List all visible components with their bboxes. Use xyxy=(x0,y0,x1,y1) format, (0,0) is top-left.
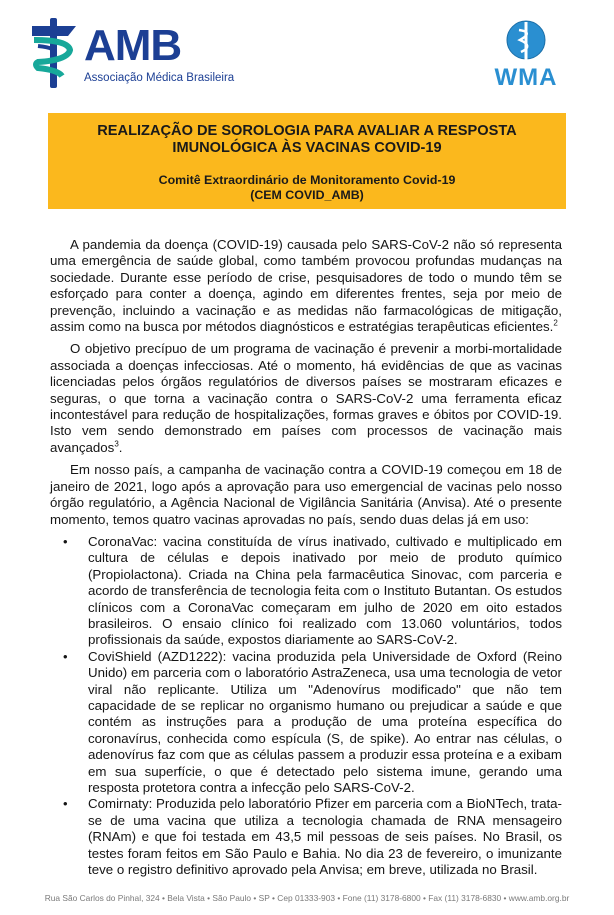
paragraph xyxy=(50,462,562,528)
document-body xyxy=(50,237,562,878)
page-header xyxy=(0,0,614,100)
list-item-text: Comirnaty: Produzida pelo laboratório Pfizer em parceria com a BioNTech, trata-se de uma vacina que utiliza a tecnologia chamada de RNA mensageiro (RNAm) e que foi testada em 43,5 mil pessoas de seis países. No Brasil, os testes foram feitos em São Paulo e Bahia. No dia 23 de fevereiro, o imunizante teve o registro definitivo aprovado pela Anvisa; em breve, utilizada no Brasil. xyxy=(88,796,562,878)
wma-logo xyxy=(470,18,578,92)
amb-logo xyxy=(28,16,235,90)
page-footer: Rua São Carlos do Pinhal, 324 • Bela Vista • São Paulo • SP • Cep 01333-903 • Fone (11) 3178-6800 • Fax (11) 3178-6830 • www.amb.org.br xyxy=(44,893,570,903)
document-subtitle xyxy=(48,173,566,203)
amb-logo-subtitle: Associação Médica Brasileira xyxy=(84,72,235,84)
caduceus-icon xyxy=(28,16,80,90)
title-banner xyxy=(48,113,566,209)
subtitle-line-2: (CEM COVID_AMB) xyxy=(250,188,364,202)
bullet-icon: • xyxy=(63,533,68,549)
bullet-icon: • xyxy=(63,796,68,812)
paragraph xyxy=(50,237,562,335)
paragraph xyxy=(50,341,562,456)
bullet-icon: • xyxy=(63,648,68,664)
reference-marker: 3 xyxy=(114,439,119,449)
paragraph-text: O objetivo precípuo de um programa de vacinação é prevenir a morbi-mortalidade associada a doenças infecciosas. Até o momento, há evidências de que as vacinas licenciadas pelos órgãos regulatórios de diversos países se mostraram eficazes e seguras, o que torna a vacinação contra o SARS-CoV-2 uma ferramenta eficaz incontestável para redução de hospitalizações, formas graves e óbitos por COVID-19. Isto vem sendo demonstrado em países com processos de vacinação mais avançados xyxy=(50,341,562,455)
document-title xyxy=(48,123,566,157)
title-line-1: REALIZAÇÃO DE SOROLOGIA PARA AVALIAR A RESPOSTA xyxy=(97,123,517,139)
list-item xyxy=(50,796,562,878)
list-item xyxy=(50,649,562,797)
subtitle-line-1: Comitê Extraordinário de Monitoramento Covid-19 xyxy=(158,173,456,187)
wma-logo-text: WMA xyxy=(494,64,558,91)
vaccine-list xyxy=(50,534,562,879)
list-item-text: CoviShield (AZD1222): vacina produzida pela Universidade de Oxford (Reino Unido) em parceria com o laboratório AstraZeneca, usa uma tecnologia de vetor viral não replicante. Utiliza um "Adenovírus modificado" que não tem capacidade de se replicar no organismo humano ou prejudicar a saúde e que contém as instruções para a produção de uma proteína específica do coronavírus, conhecida como espícula (S, de spike). Ao entrar nas células, o adenovírus faz com que as células passem a produzir essa proteína e a exibam em sua superfície, o que é detectado pelo sistema imune, gerando uma resposta protetora contra a infecção pelo SARS-CoV-2. xyxy=(88,648,562,795)
globe-staff-icon xyxy=(506,18,546,66)
list-item-text: CoronaVac: vacina constituída de vírus inativado, cultivado e multiplicado em cultura de células e depois inativado por meio de produto químico (Propiolactona). Criada na China pela farmacêutica Sinovac, com parceria e acordo de transferência de tecnologia feita com o Instituto Butantan. Os estudos clínicos com a CoronaVac começaram em julho de 2020 em oito estados brasileiros. O ensaio clínico foi realizado com 13.060 voluntários, todos profissionais da saúde, expostos diariamente ao SARS-CoV-2. xyxy=(88,533,562,648)
paragraph-end: . xyxy=(118,439,123,455)
amb-logo-text: AMB xyxy=(84,21,182,70)
list-item xyxy=(50,534,562,649)
paragraph-text: A pandemia da doença (COVID-19) causada pelo SARS-CoV-2 não só representa uma emergência de saúde global, como também provocou profundas mudanças na sociedade. Durante esse período de crise, pesquisadores de todo o mundo têm se esforçado para conter a doença, agindo em diferentes frentes, seja por meio de prevenção, incluindo a vacinação e as medidas não farmacológicas de mitigação, assim como na busca por métodos diagnósticos e estratégias terapêuticas eficientes. xyxy=(50,237,562,335)
paragraph-text: Em nosso país, a campanha de vacinação contra a COVID-19 começou em 18 de janeiro de 2021, logo após a aprovação para uso emergencial de vacinas pelo nosso órgão regulatório, a Agência Nacional de Vigilância Sanitária (Anvisa). Até o presente momento, temos quatro vacinas aprovadas no país, sendo duas delas já em uso: xyxy=(50,462,562,527)
reference-marker: 2 xyxy=(553,318,558,328)
title-line-2: IMUNOLÓGICA ÀS VACINAS COVID-19 xyxy=(172,140,442,156)
